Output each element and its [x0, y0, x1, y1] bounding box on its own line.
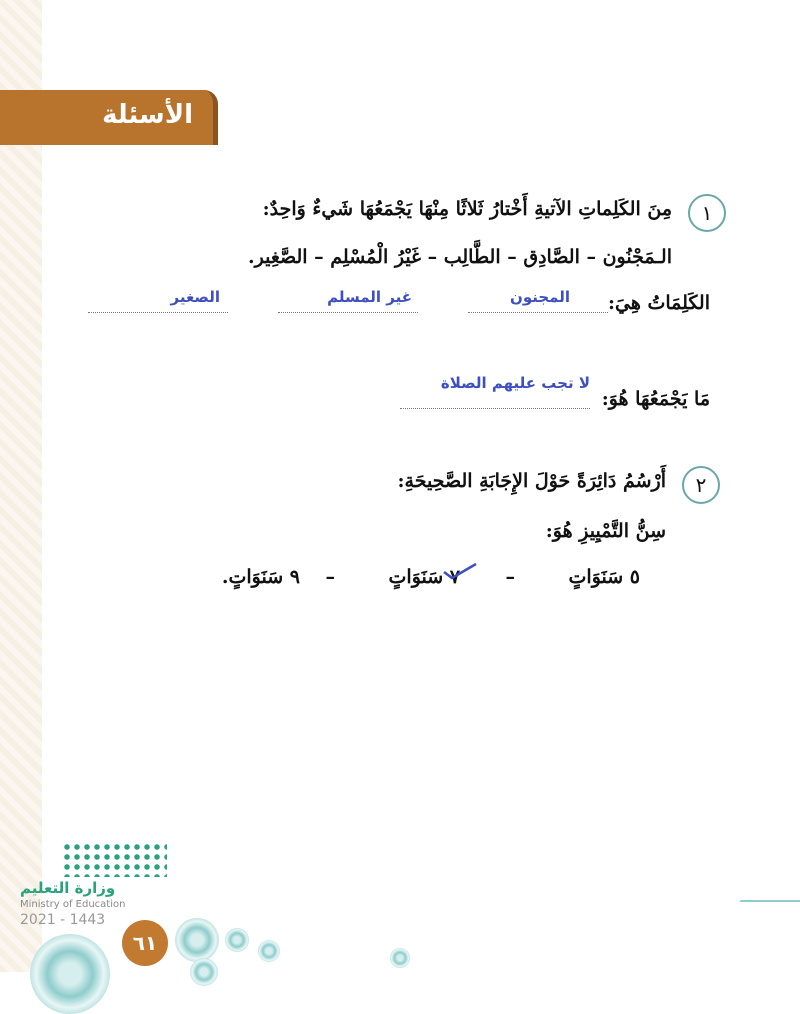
decorative-rosette-icon [175, 918, 219, 962]
decorative-rosette-icon [225, 928, 249, 952]
choice-7-years[interactable]: ٧ سَنَوَاتٍ [388, 566, 460, 588]
answer-1: المجنون [510, 288, 570, 306]
edition-year: 2021 - 1443 [20, 912, 106, 928]
checkmark-icon [440, 560, 480, 580]
question-number-1: ١ [688, 194, 726, 232]
q1-words-label: الكَلِمَاتُ هِيَ: [608, 292, 710, 314]
section-header [0, 90, 218, 145]
ministry-name-en: Ministry of Education [20, 899, 126, 910]
choice-9-years[interactable]: ٩ سَنَوَاتٍ. [221, 566, 300, 588]
answer-field-1[interactable] [468, 312, 608, 313]
answer-field-3[interactable] [88, 312, 228, 313]
q2-prompt: أَرْسُمُ دَائِرَةً حَوْلَ الإِجَابَةِ الصَّحِيحَةِ: [397, 470, 666, 492]
decorative-rosette-icon [30, 934, 110, 1014]
dash: – [325, 566, 335, 588]
page-number: ٦١ [122, 920, 168, 966]
q2-question: سِنُّ التَّمْيِيزِ هُوَ: [545, 520, 666, 542]
decorative-rosette-icon [190, 958, 218, 986]
section-title: الأسئلة [102, 100, 193, 130]
q1-common-label: مَا يَجْمَعُهَا هُوَ: [601, 388, 710, 410]
decorative-border [0, 0, 42, 972]
corner-pattern [699, 900, 800, 972]
answer-field-2[interactable] [278, 312, 418, 313]
question-number-2: ٢ [682, 466, 720, 504]
decorative-rosette-icon [258, 940, 280, 962]
common-answer-field[interactable] [400, 408, 590, 409]
dash: – [505, 566, 515, 588]
decorative-rosette-icon [390, 948, 410, 968]
answer-3: الصغير [170, 288, 220, 306]
ministry-name-ar: وزارة التعليم [20, 879, 116, 897]
q1-options: الـمَجْنُون – الصَّادِق – الطَّالِب – غَيْرُ الْمُسْلِم – الصَّغِير. [248, 246, 672, 268]
answer-2: غير المسلم [327, 288, 412, 306]
q1-prompt: مِنَ الكَلِماتِ الآتيةِ أَخْتارُ ثَلاثًا مِنْهَا يَجْمَعُهَا شَيءٌ وَاحِدٌ: [262, 198, 672, 220]
common-answer: لا تجب عليهم الصلاة [440, 374, 590, 392]
ministry-logo-icon [62, 842, 167, 877]
choice-5-years[interactable]: ٥ سَنَوَاتٍ [568, 566, 640, 588]
